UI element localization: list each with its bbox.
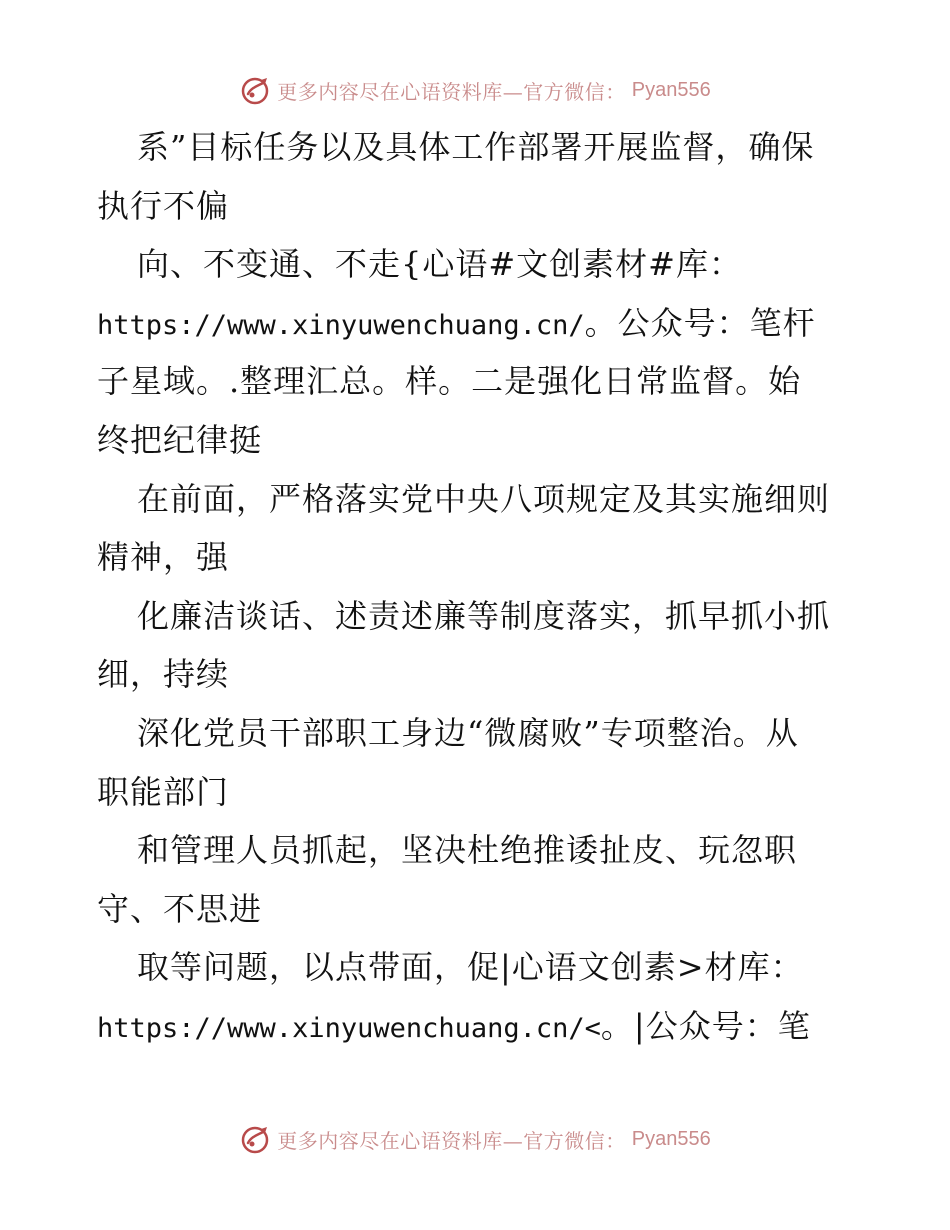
text-line xyxy=(97,645,857,704)
text-segment: 。|公众号：笔 xyxy=(600,1006,811,1045)
text-line xyxy=(97,177,857,236)
text-line xyxy=(97,294,857,353)
text-segment: 深化党员干部职工身边“微腐败”专项整治。从 xyxy=(137,713,799,752)
text-line xyxy=(97,470,857,529)
header-watermark xyxy=(0,72,950,108)
text-segment: 细，持续 xyxy=(97,655,230,694)
text-line xyxy=(97,352,857,411)
watermark-text: 更多内容尽在心语资料库—官方微信： xyxy=(277,79,626,104)
text-line xyxy=(97,821,857,880)
watermark-text: 更多内容尽在心语资料库—官方微信： xyxy=(277,1128,626,1153)
text-line xyxy=(97,997,857,1056)
text-segment: 化廉洁谈话、述责述廉等制度落实，抓早抓小抓 xyxy=(137,596,831,635)
text-line xyxy=(97,118,857,177)
text-segment: 取等问题，以点带面，促|心语文创素>材库： xyxy=(137,948,804,987)
text-line xyxy=(97,938,857,997)
text-segment: 终把纪律挺 xyxy=(97,420,263,459)
text-line xyxy=(97,411,857,470)
text-segment: 执行不偏 xyxy=(97,186,230,225)
watermark-account: Pyan556 xyxy=(631,1127,711,1150)
url-text: https://www.xinyuwenchuang.cn/ xyxy=(97,309,585,341)
url-text: https://www.xinyuwenchuang.cn/< xyxy=(97,1012,601,1044)
text-line xyxy=(97,763,857,822)
hand-pen-logo-icon xyxy=(239,74,271,106)
text-segment: 职能部门 xyxy=(97,772,230,811)
text-line xyxy=(97,235,857,294)
text-segment: 向、不变通、不走{心语#文创素材#库： xyxy=(137,245,742,284)
text-segment: 系”目标任务以及具体工作部署开展监督，确保 xyxy=(137,128,815,166)
text-segment: 子星域。.整理汇总。样。二是强化日常监督。始 xyxy=(97,362,802,401)
footer-watermark xyxy=(0,1121,950,1157)
text-segment: 守、不思进 xyxy=(97,889,263,928)
text-segment: 和管理人员抓起，坚决杜绝推诿扯皮、玩忽职 xyxy=(137,831,798,870)
document-body xyxy=(97,118,857,1056)
text-segment: 。公众号：笔杆 xyxy=(584,303,816,342)
text-segment: 在前面，严格落实党中央八项规定及其实施细则 xyxy=(137,479,831,518)
text-segment: 精神，强 xyxy=(97,538,230,577)
text-line xyxy=(97,528,857,587)
text-line xyxy=(97,704,857,763)
hand-pen-logo-icon xyxy=(239,1123,271,1155)
text-line xyxy=(97,880,857,939)
text-line xyxy=(97,587,857,646)
watermark-account: Pyan556 xyxy=(631,78,711,101)
